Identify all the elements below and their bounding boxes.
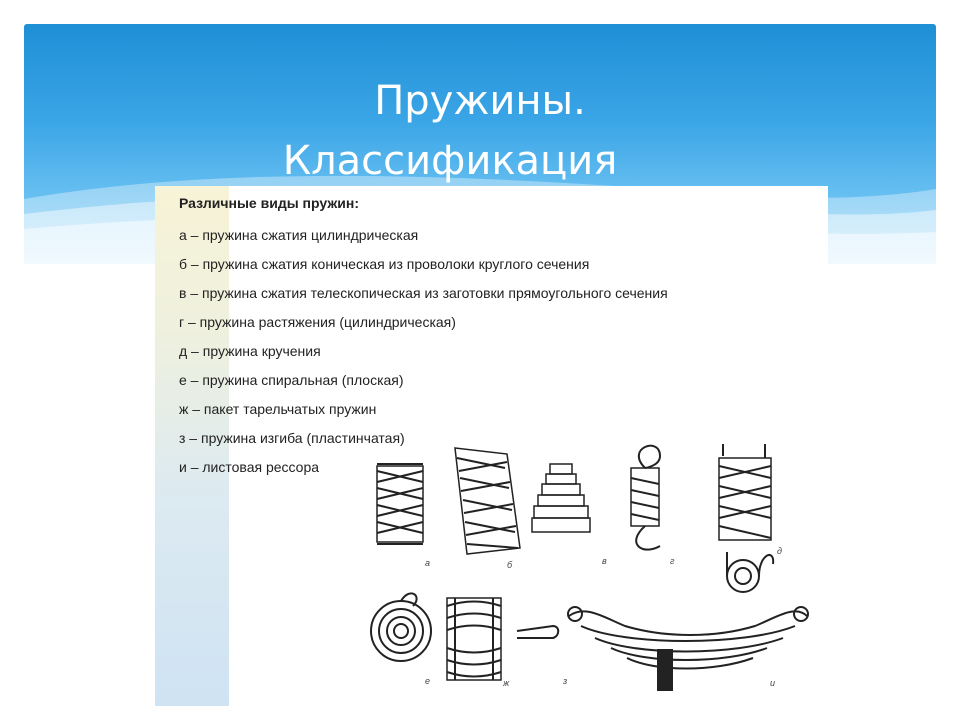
list-item: з – пружина изгиба (пластинчатая) [179, 430, 405, 446]
list-item: в – пружина сжатия телескопическая из заготовки прямоугольного сечения [179, 285, 668, 301]
figure-label-v: в [602, 556, 607, 566]
title-line-1: Пружины. [374, 77, 586, 124]
spring-e-drawing [371, 593, 431, 686]
list-item: д – пружина кручения [179, 343, 321, 359]
figure-label-a: а [425, 558, 431, 568]
spring-a-drawing [377, 464, 430, 568]
classification-figure [155, 186, 828, 706]
slide-title [0, 71, 960, 191]
figure-label-d: д [777, 546, 782, 556]
figure-label-z: з [563, 676, 568, 686]
figure-label-b: б [507, 560, 513, 570]
spring-b-drawing [455, 448, 520, 570]
spring-i-upper-drawing [727, 552, 773, 592]
list-item: б – пружина сжатия коническая из проволоки круглого сечения [179, 256, 590, 272]
figure-label-zh: ж [503, 678, 510, 688]
spring-z-drawing [517, 626, 567, 686]
figure-label-g: г [670, 556, 675, 566]
list-item: а – пружина сжатия цилиндрическая [179, 227, 419, 243]
spring-i-drawing [568, 607, 808, 690]
list-heading: Различные виды пружин: [179, 195, 359, 211]
spring-drawings [155, 186, 828, 706]
list-item: г – пружина растяжения (цилиндрическая) [179, 314, 456, 330]
list-item: е – пружина спиральная (плоская) [179, 372, 404, 388]
title-line-2: Классификация [282, 137, 618, 184]
list-item: ж – пакет тарельчатых пружин [179, 401, 377, 417]
spring-zh-drawing [447, 598, 510, 688]
spring-d-drawing [719, 444, 782, 556]
figure-label-i: и [770, 678, 776, 688]
spring-g-drawing [631, 446, 675, 566]
list-item: и – листовая рессора [179, 459, 320, 475]
spring-v-drawing [532, 464, 607, 566]
figure-label-e: е [425, 676, 431, 686]
